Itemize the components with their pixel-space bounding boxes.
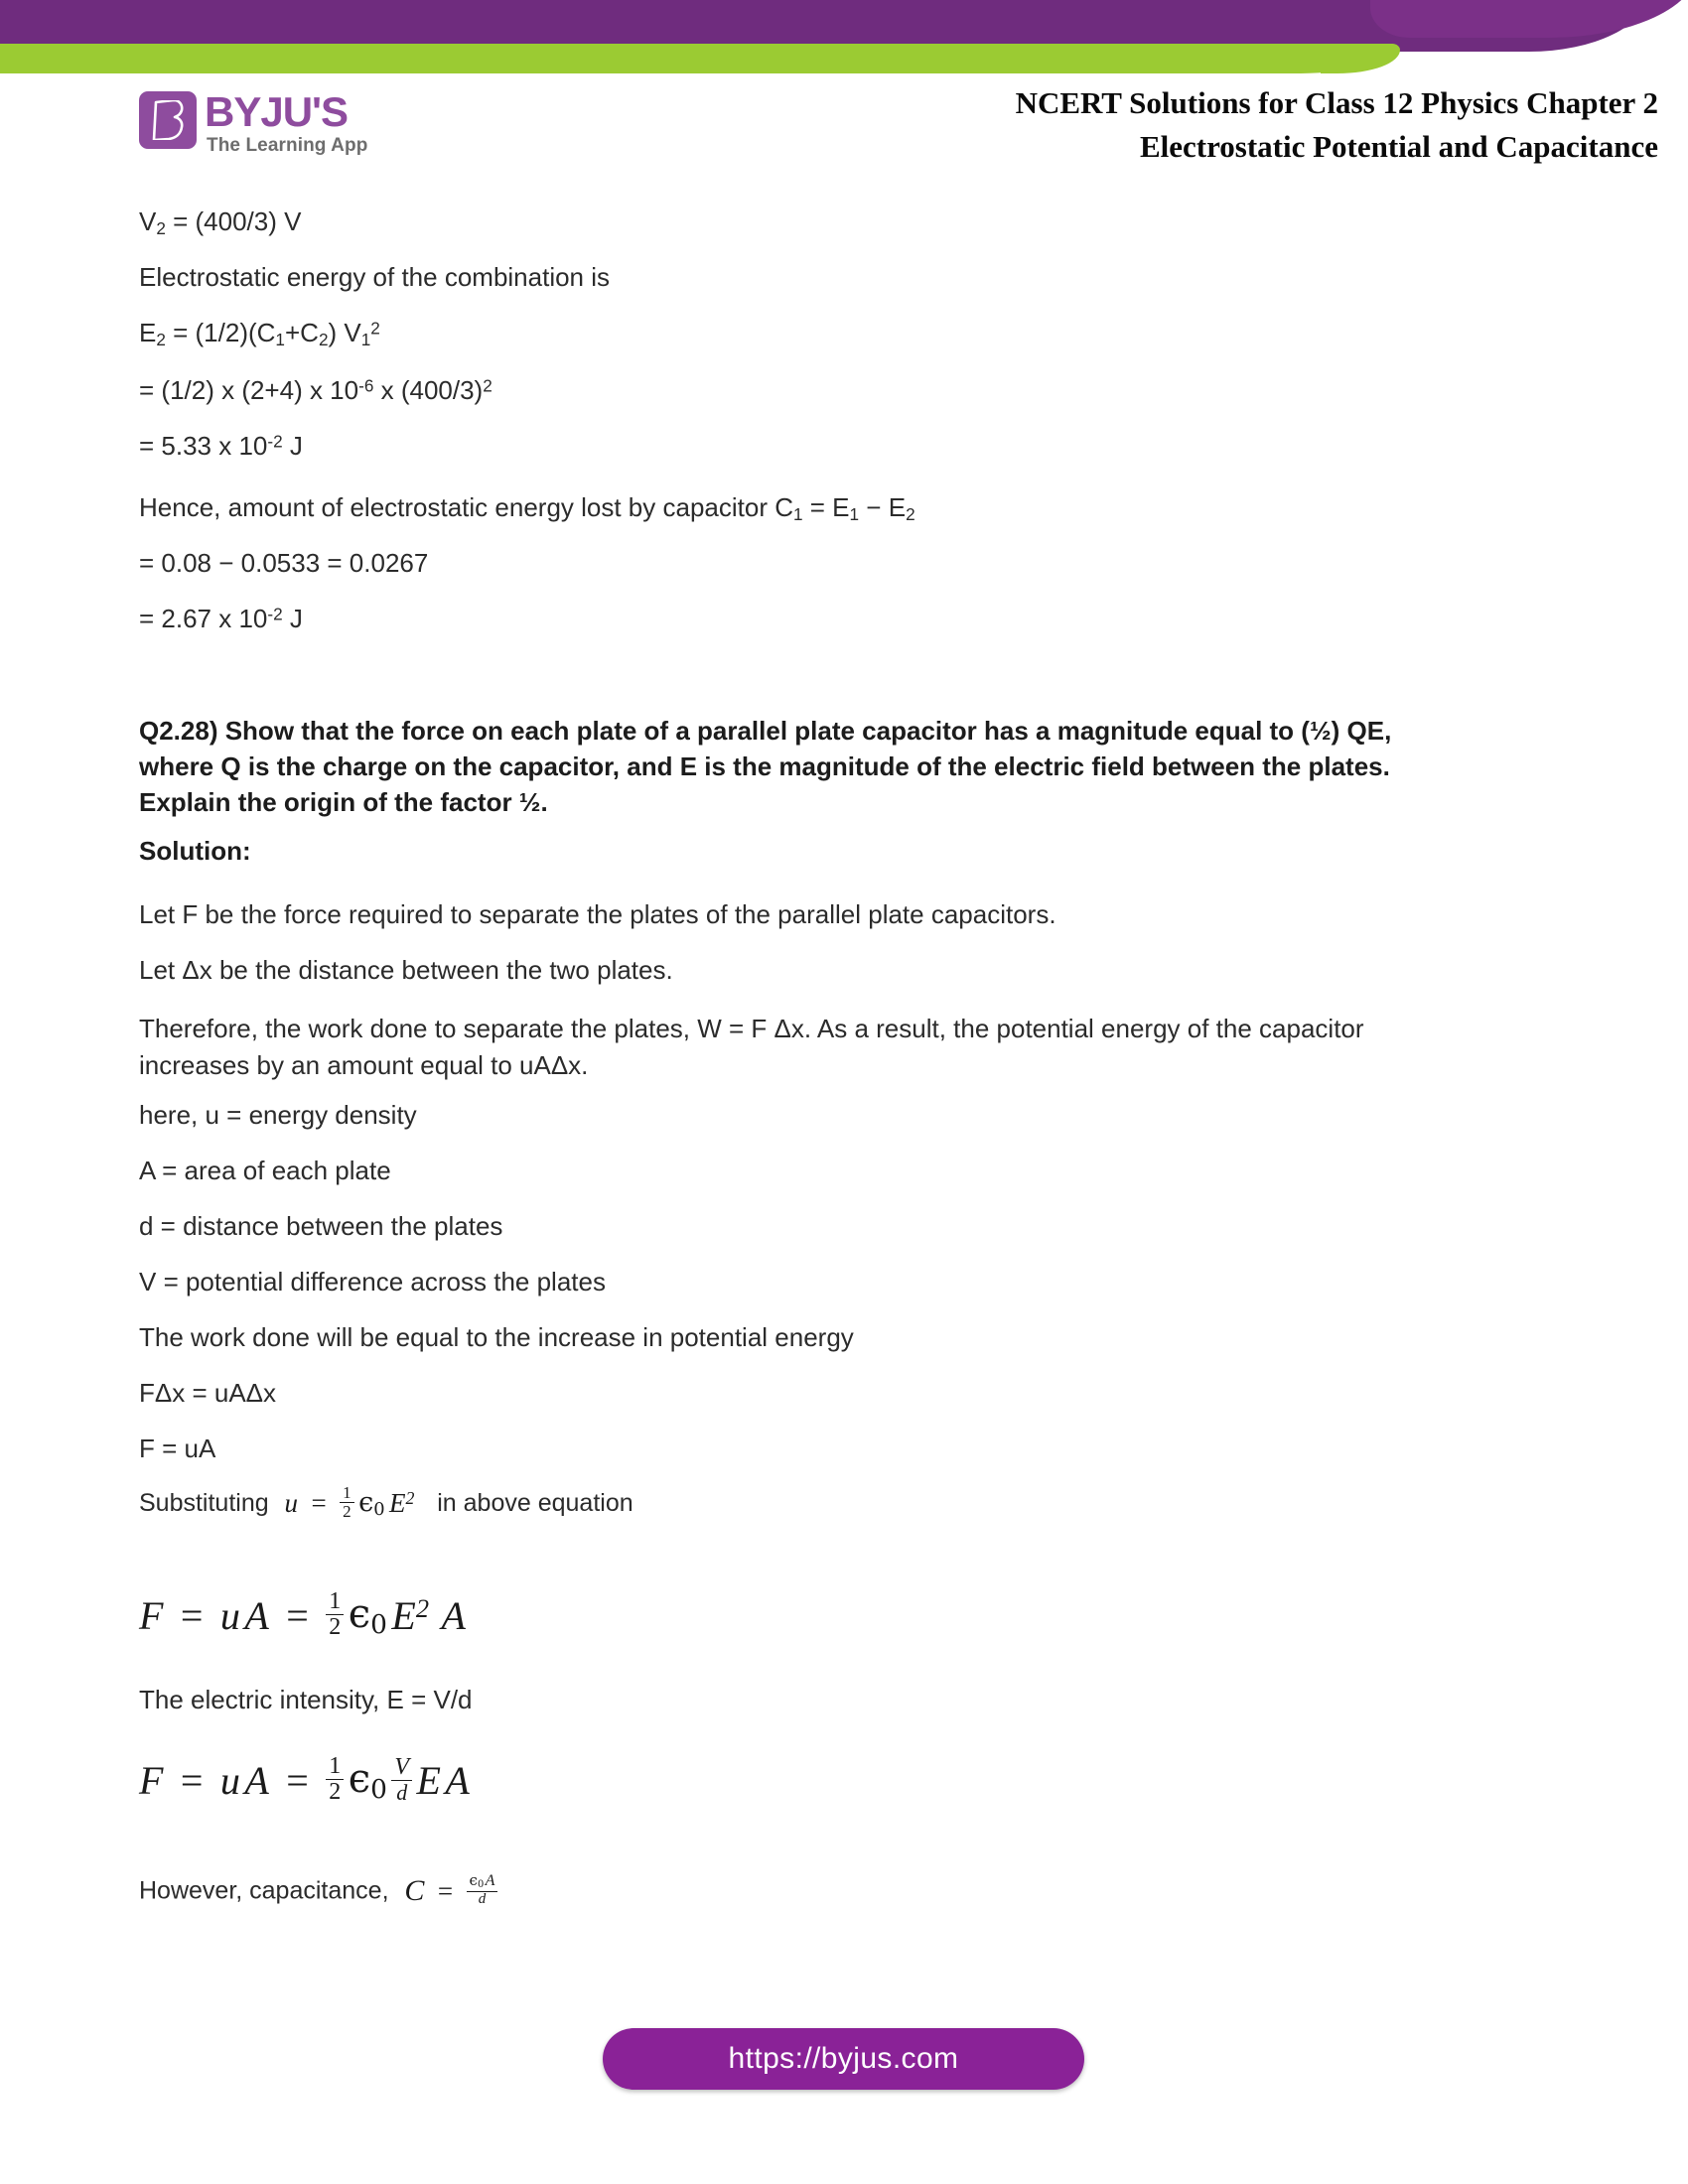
math-epsilon: $\epsilon_0$	[358, 1486, 385, 1520]
substituting-suffix: in above equation	[437, 1488, 633, 1517]
byjus-logo-mark	[139, 91, 197, 149]
formula2-eq1: =	[180, 1758, 204, 1804]
capacitance-eq: =	[437, 1875, 454, 1906]
fraction-denominator: 2	[329, 1614, 342, 1641]
math-symbol-u: u	[284, 1487, 298, 1518]
line-e2-result: = 5.33 x $10^{-2}$ J	[139, 431, 303, 461]
math-equals: =	[311, 1487, 327, 1518]
line-fdx: FΔx = uAΔx	[139, 1378, 277, 1408]
banner-green-bar	[0, 44, 1390, 73]
formula1-E: $E^2$	[391, 1593, 430, 1639]
math-fraction-half	[340, 1484, 354, 1521]
line-f-ua: F = uA	[139, 1433, 216, 1463]
fraction-numerator: $\epsilon_0$ A	[467, 1873, 498, 1892]
line-e2-calc: = (1/2) x (2+4) x $10^{-6}$ x $(400/3)^2$	[139, 375, 492, 405]
para-therefore: Therefore, the work done to separate the plates, W = F Δx. As a result, the potential energy of the capacitor increases by an amount equal to uAΔx.	[139, 1014, 1364, 1080]
substituting-prefix: Substituting	[139, 1488, 269, 1517]
byjus-url-label: https://byjus.com	[728, 2042, 959, 2075]
banner-purple-tail	[1370, 0, 1688, 38]
formula2-fraction-v-over-d	[391, 1755, 412, 1804]
line-v2: $V_2 = (400/3)$ V	[139, 206, 302, 238]
line-hence: Hence, amount of electrostatic energy lost by capacitor $C_1 = E_1 - E_2$	[139, 492, 915, 524]
byjus-logo[interactable]	[139, 88, 437, 163]
math-formula-2	[139, 1755, 470, 1806]
fraction-numerator: V	[391, 1755, 412, 1781]
page-title	[665, 81, 1658, 169]
capacitance-prefix: However, capacitance,	[139, 1876, 389, 1905]
line-pot-v: V = potential difference across the plates	[139, 1267, 606, 1297]
line-electric-intensity: The electric intensity, E = V/d	[139, 1685, 473, 1714]
line-work-done: The work done will be equal to the increase in potential energy	[139, 1322, 854, 1352]
fraction-numerator: 1	[326, 1754, 344, 1780]
formula1-A1: A	[244, 1593, 269, 1639]
formula1-epsilon: $\epsilon_0$	[348, 1591, 387, 1641]
line-dist-d: d = distance between the plates	[139, 1211, 503, 1241]
banner-green-edge	[1321, 44, 1400, 73]
solution-label: Solution:	[139, 836, 251, 866]
math-substituting	[139, 1485, 633, 1522]
formula1-fraction-half	[326, 1589, 344, 1640]
formula1-F: F	[139, 1593, 164, 1639]
formula2-F: F	[139, 1758, 164, 1804]
capacitance-C: C	[404, 1874, 425, 1908]
byjus-b-icon	[152, 100, 184, 140]
byjus-wordmark: BYJU'S	[205, 88, 349, 135]
line-hence-calc: = 0.08 − 0.0533 = 0.0267	[139, 548, 429, 578]
line-electro: Electrostatic energy of the combination is	[139, 262, 611, 292]
math-symbol-E: $E^2$	[389, 1487, 415, 1518]
line-e2: $E_2 = (1/2)(C_1+C_2)$ $V_1^2$	[139, 318, 380, 349]
line-let-dx: Let Δx be the distance between the two plates.	[139, 955, 673, 985]
fraction-numerator: 1	[326, 1589, 344, 1615]
page-title-line2: Electrostatic Potential and Capacitance	[1139, 129, 1658, 164]
question-q2-28: Q2.28) Show that the force on each plate of a parallel plate capacitor has a magnitude equal to (½) QE, where Q is the charge on the capacitor, and E is the magnitude of the electric field between the plates. Explain the origin of the factor ½.	[139, 716, 1392, 817]
formula2-epsilon: $\epsilon_0$	[348, 1756, 387, 1806]
fraction-denominator: d	[396, 1780, 408, 1806]
fraction-numerator: 1	[340, 1484, 354, 1503]
formula2-eq2: =	[286, 1758, 309, 1804]
formula1-u: u	[219, 1593, 240, 1639]
capacitance-fraction	[467, 1873, 498, 1907]
fraction-denominator: 2	[343, 1501, 352, 1521]
math-capacitance	[139, 1871, 497, 1908]
byjus-tagline: The Learning App	[207, 135, 368, 156]
formula1-A2: A	[441, 1593, 466, 1639]
header-banner	[0, 0, 1688, 79]
formula2-u: u	[219, 1758, 240, 1804]
line-area-a: A = area of each plate	[139, 1156, 391, 1185]
fraction-denominator: 2	[329, 1779, 342, 1806]
byjus-url-button[interactable]	[603, 2028, 1084, 2090]
page-title-line1: NCERT Solutions for Class 12 Physics Chapter 2	[1015, 85, 1658, 120]
formula2-E: E	[416, 1758, 441, 1804]
formula2-fraction-half	[326, 1754, 344, 1805]
formula2-A1: A	[244, 1758, 269, 1804]
math-formula-1	[139, 1590, 466, 1641]
formula2-A2: A	[445, 1758, 470, 1804]
line-here-u: here, u = energy density	[139, 1100, 417, 1130]
fraction-denominator: d	[478, 1890, 487, 1907]
line-hence-result: = 2.67 x $10^{-2}$ J	[139, 604, 303, 633]
formula1-eq2: =	[286, 1593, 309, 1639]
line-let-f: Let F be the force required to separate the plates of the parallel plate capacitors.	[139, 899, 1056, 929]
formula1-eq1: =	[180, 1593, 204, 1639]
